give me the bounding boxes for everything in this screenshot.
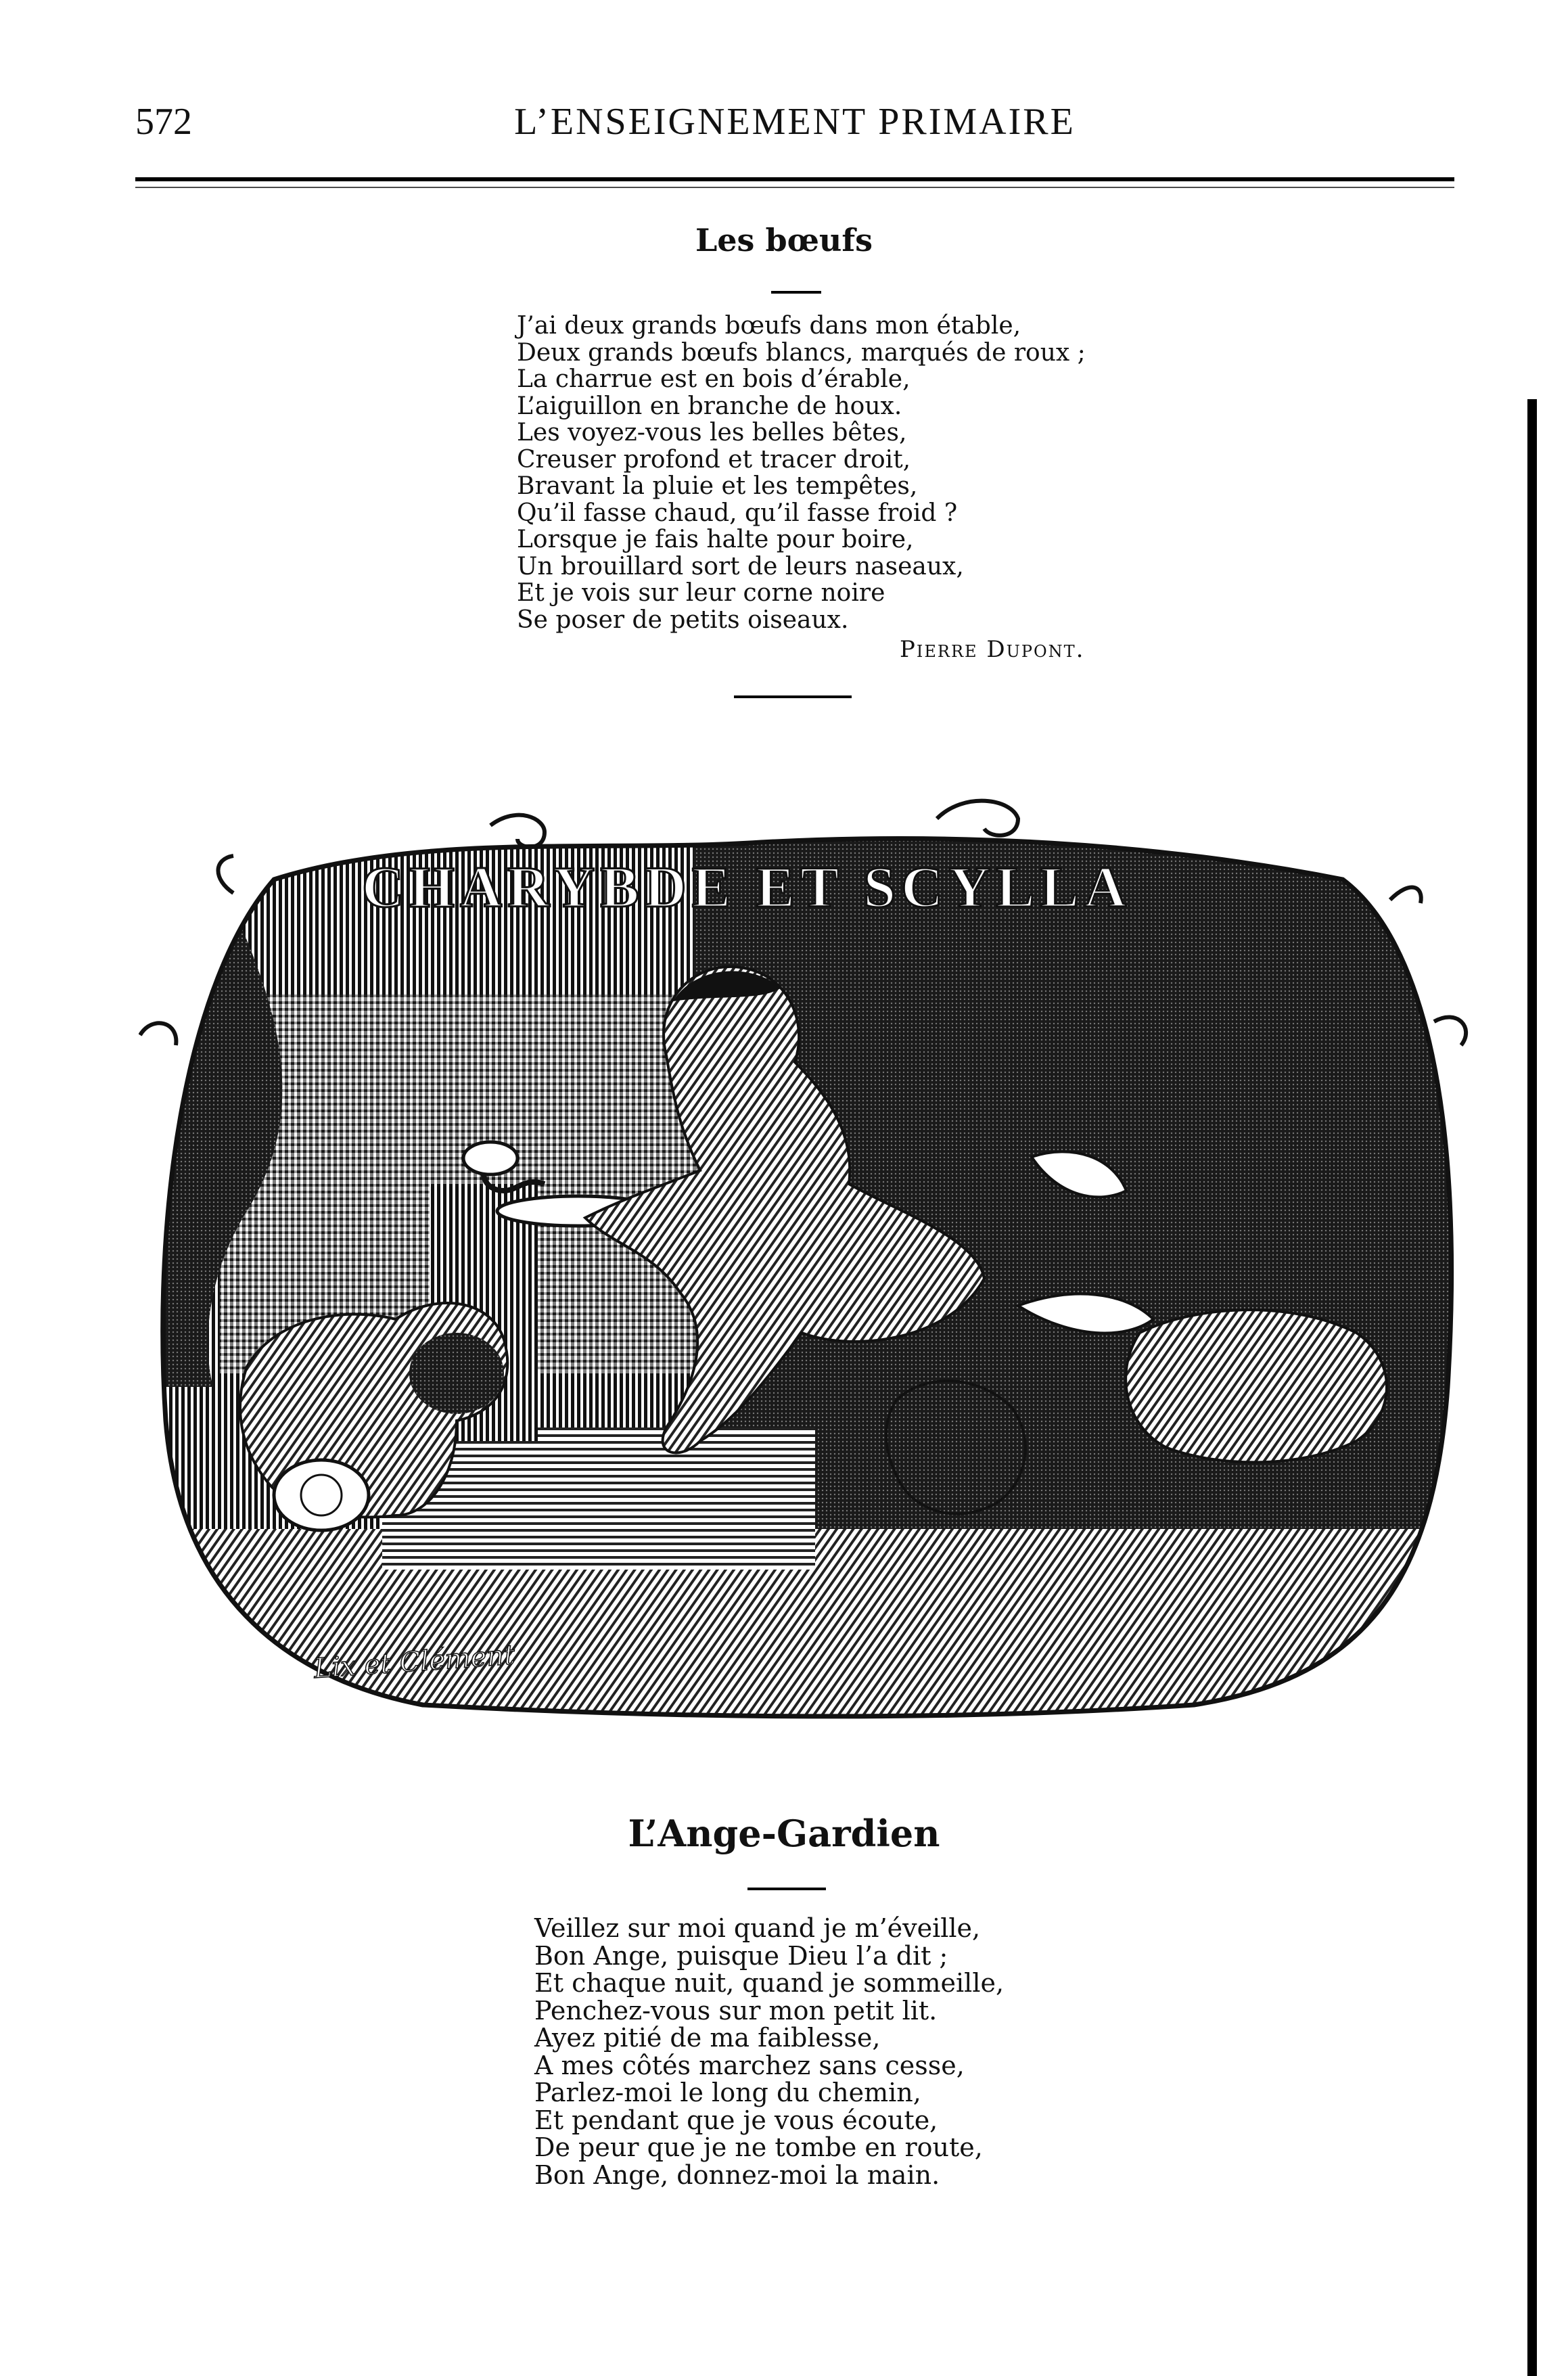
poem-line: La charrue est en bois d’érable, bbox=[517, 365, 910, 393]
poem-line: Les voyez-vous les belles bêtes, bbox=[517, 419, 907, 447]
poem-line: Bon Ange, donnez-moi la main. bbox=[534, 2160, 940, 2190]
header-rule bbox=[135, 177, 1454, 181]
poem-line: Creuser profond et tracer droit, bbox=[517, 445, 911, 474]
page-edge-shadow bbox=[1527, 399, 1537, 2376]
poem-line: Et pendant que je vous écoute, bbox=[534, 2105, 938, 2135]
title-rule bbox=[771, 291, 821, 294]
poem-line: De peur que je ne tombe en route, bbox=[534, 2132, 983, 2162]
poem-title-ange-gardien: L’Ange-Gardien bbox=[628, 1812, 940, 1855]
poem-line: Et je vois sur leur corne noire bbox=[517, 579, 885, 607]
poem-line: Et chaque nuit, quand je sommeille, bbox=[534, 1968, 1005, 1998]
frame-scroll bbox=[1434, 1017, 1466, 1045]
engraver-signature: Lix et Clément bbox=[313, 1639, 516, 1685]
poem-les-boeufs bbox=[517, 313, 1193, 633]
poem-line: Se poser de petits oiseaux. bbox=[517, 606, 849, 634]
page-number: 572 bbox=[135, 101, 192, 143]
frame-scroll bbox=[490, 815, 545, 847]
header-rule-thin bbox=[135, 187, 1454, 188]
page-header bbox=[135, 95, 1454, 156]
frame-scroll bbox=[937, 801, 1018, 836]
poem-line: L’aiguillon en branche de houx. bbox=[517, 392, 902, 420]
poem-line: Bon Ange, puisque Dieu l’a dit ; bbox=[534, 1940, 948, 1971]
section-divider bbox=[734, 695, 852, 698]
poem-ange-gardien bbox=[534, 1915, 1211, 2189]
frame-scroll bbox=[140, 1023, 176, 1045]
poem-line: Ayez pitié de ma faiblesse, bbox=[534, 2023, 881, 2053]
poem-line: Qu’il fasse chaud, qu’il fasse froid ? bbox=[517, 499, 958, 527]
poem-line: Lorsque je fais halte pour boire, bbox=[517, 526, 914, 553]
poem-line: A mes côtés marchez sans cesse, bbox=[534, 2050, 965, 2080]
engraving-scene bbox=[139, 778, 1478, 1725]
poem-author: Pierre Dupont. bbox=[900, 636, 1085, 663]
poem-line: J’ai deux grands bœufs dans mon étable, bbox=[517, 312, 1021, 340]
poem-line: Veillez sur moi quand je m’éveille, bbox=[534, 1913, 981, 1943]
engraving-svg bbox=[139, 778, 1478, 1725]
poem-line: Parlez-moi le long du chemin, bbox=[534, 2078, 921, 2107]
engraving-illustration bbox=[139, 778, 1478, 1725]
poem-line: Deux grands bœufs blancs, marqués de roux ; bbox=[517, 338, 1086, 367]
frame-scroll bbox=[1390, 887, 1421, 903]
poem-title-les-boeufs: Les bœufs bbox=[695, 222, 873, 258]
poem-line: Penchez-vous sur mon petit lit. bbox=[534, 1995, 938, 2026]
engraving-caption: CHARYBDE ET SCYLLA bbox=[362, 854, 1132, 919]
running-title: L’ENSEIGNEMENT PRIMAIRE bbox=[514, 101, 1076, 143]
poem-line: Un brouillard sort de leurs naseaux, bbox=[517, 552, 964, 580]
frame-scroll bbox=[218, 856, 234, 893]
poem-line: Bravant la pluie et les tempêtes, bbox=[517, 472, 918, 500]
title-rule bbox=[747, 1888, 826, 1890]
